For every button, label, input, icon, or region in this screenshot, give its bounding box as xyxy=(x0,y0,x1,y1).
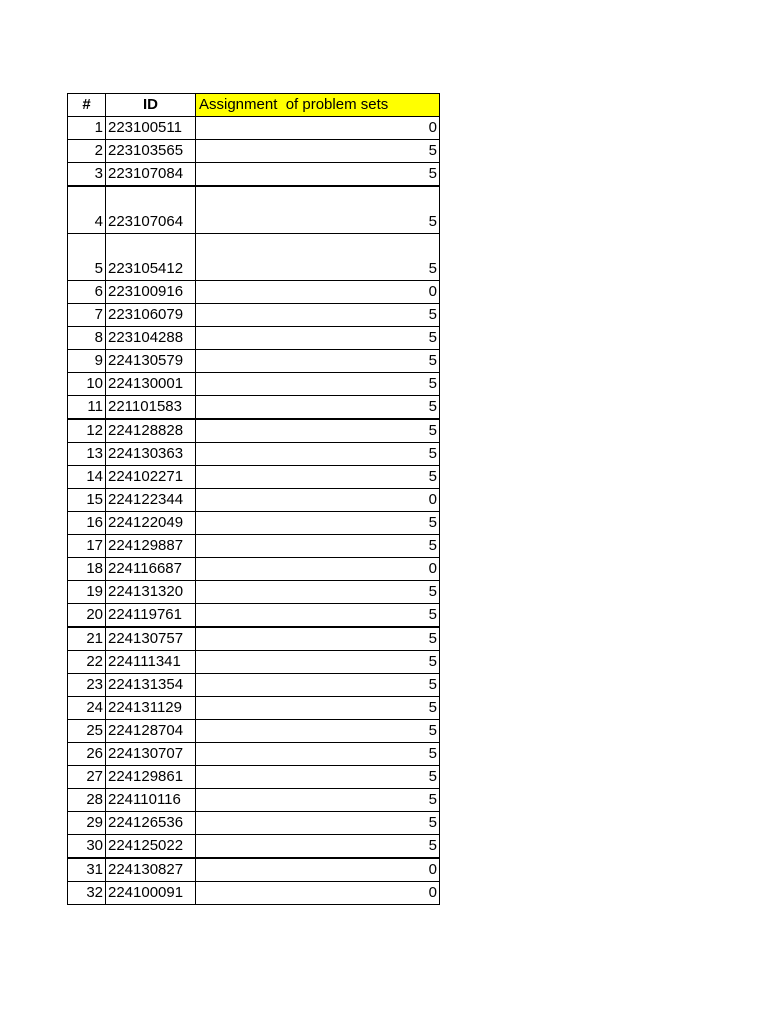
row-score-cell[interactable]: 5 xyxy=(196,627,440,651)
row-number-cell[interactable]: 18 xyxy=(68,558,106,581)
row-number-cell[interactable]: 8 xyxy=(68,327,106,350)
row-score-cell[interactable]: 5 xyxy=(196,443,440,466)
row-score-cell[interactable]: 5 xyxy=(196,304,440,327)
table-row xyxy=(68,720,440,743)
row-score-cell[interactable]: 0 xyxy=(196,281,440,304)
row-number-cell[interactable]: 28 xyxy=(68,789,106,812)
row-number-cell[interactable]: 24 xyxy=(68,697,106,720)
row-number-cell[interactable]: 30 xyxy=(68,835,106,859)
row-number-cell[interactable]: 17 xyxy=(68,535,106,558)
table-row xyxy=(68,396,440,420)
table-row xyxy=(68,581,440,604)
row-number-cell[interactable]: 11 xyxy=(68,396,106,420)
row-score-cell[interactable]: 5 xyxy=(196,720,440,743)
row-number-cell[interactable]: 2 xyxy=(68,140,106,163)
table-row xyxy=(68,835,440,859)
row-score-cell[interactable]: 0 xyxy=(196,558,440,581)
row-number-cell[interactable]: 26 xyxy=(68,743,106,766)
row-id-cell[interactable]: 224130579 xyxy=(106,350,196,373)
row-id-cell[interactable]: 224128704 xyxy=(106,720,196,743)
row-id-cell[interactable]: 224130363 xyxy=(106,443,196,466)
table-row xyxy=(68,674,440,697)
row-id-cell[interactable]: 224116687 xyxy=(106,558,196,581)
table-row xyxy=(68,489,440,512)
table-row xyxy=(68,766,440,789)
table-row xyxy=(68,443,440,466)
row-id-cell[interactable]: 224122049 xyxy=(106,512,196,535)
row-id-cell[interactable]: 224128828 xyxy=(106,419,196,443)
row-score-cell[interactable]: 5 xyxy=(196,604,440,628)
row-id-cell[interactable]: 223106079 xyxy=(106,304,196,327)
table-row xyxy=(68,234,440,281)
header-assignment[interactable]: Assignment of problem sets xyxy=(196,94,440,117)
table-row xyxy=(68,789,440,812)
table-row xyxy=(68,535,440,558)
row-number-cell[interactable]: 22 xyxy=(68,651,106,674)
table-row xyxy=(68,882,440,905)
table-row xyxy=(68,327,440,350)
row-number-cell[interactable]: 25 xyxy=(68,720,106,743)
row-number-cell[interactable]: 6 xyxy=(68,281,106,304)
table-row xyxy=(68,812,440,835)
table-body xyxy=(68,117,440,905)
row-score-cell[interactable]: 0 xyxy=(196,489,440,512)
row-number-cell[interactable]: 32 xyxy=(68,882,106,905)
row-score-cell[interactable]: 5 xyxy=(196,812,440,835)
table-row xyxy=(68,651,440,674)
header-id[interactable]: ID xyxy=(106,94,196,117)
row-id-cell[interactable]: 223104288 xyxy=(106,327,196,350)
row-score-cell[interactable]: 5 xyxy=(196,766,440,789)
row-id-cell[interactable]: 224126536 xyxy=(106,812,196,835)
table-row xyxy=(68,858,440,882)
table-row xyxy=(68,304,440,327)
row-number-cell[interactable]: 20 xyxy=(68,604,106,628)
row-id-cell[interactable]: 223105412 xyxy=(106,234,196,281)
row-score-cell[interactable]: 0 xyxy=(196,117,440,140)
row-number-cell[interactable]: 5 xyxy=(68,234,106,281)
row-id-cell[interactable]: 224110116 xyxy=(106,789,196,812)
table-row xyxy=(68,117,440,140)
row-number-cell[interactable]: 3 xyxy=(68,163,106,187)
row-number-cell[interactable]: 16 xyxy=(68,512,106,535)
row-score-cell[interactable]: 5 xyxy=(196,327,440,350)
row-id-cell[interactable]: 224130827 xyxy=(106,858,196,882)
row-id-cell[interactable]: 224111341 xyxy=(106,651,196,674)
row-number-cell[interactable]: 19 xyxy=(68,581,106,604)
row-number-cell[interactable]: 29 xyxy=(68,812,106,835)
row-id-cell[interactable]: 224130001 xyxy=(106,373,196,396)
row-score-cell[interactable]: 5 xyxy=(196,789,440,812)
row-score-cell[interactable]: 5 xyxy=(196,396,440,420)
row-number-cell[interactable]: 21 xyxy=(68,627,106,651)
row-id-cell[interactable]: 224131320 xyxy=(106,581,196,604)
row-score-cell[interactable]: 5 xyxy=(196,512,440,535)
table-row xyxy=(68,627,440,651)
row-number-cell[interactable]: 9 xyxy=(68,350,106,373)
row-score-cell[interactable]: 5 xyxy=(196,535,440,558)
table-row xyxy=(68,419,440,443)
table-row xyxy=(68,373,440,396)
row-score-cell[interactable]: 5 xyxy=(196,163,440,187)
row-score-cell[interactable]: 5 xyxy=(196,234,440,281)
row-number-cell[interactable]: 13 xyxy=(68,443,106,466)
row-number-cell[interactable]: 23 xyxy=(68,674,106,697)
row-score-cell[interactable]: 5 xyxy=(196,373,440,396)
table-row xyxy=(68,558,440,581)
header-row xyxy=(68,94,440,117)
row-id-cell[interactable]: 221101583 xyxy=(106,396,196,420)
table-row xyxy=(68,743,440,766)
row-score-cell[interactable]: 5 xyxy=(196,581,440,604)
row-number-cell[interactable]: 10 xyxy=(68,373,106,396)
row-score-cell[interactable]: 5 xyxy=(196,743,440,766)
table-row xyxy=(68,186,440,234)
row-score-cell[interactable]: 5 xyxy=(196,186,440,234)
table-row xyxy=(68,512,440,535)
row-id-cell[interactable]: 223107064 xyxy=(106,186,196,234)
row-score-cell[interactable]: 5 xyxy=(196,140,440,163)
row-number-cell[interactable]: 27 xyxy=(68,766,106,789)
row-id-cell[interactable]: 224131354 xyxy=(106,674,196,697)
row-number-cell[interactable]: 31 xyxy=(68,858,106,882)
row-number-cell[interactable]: 15 xyxy=(68,489,106,512)
row-id-cell[interactable]: 224102271 xyxy=(106,466,196,489)
row-score-cell[interactable]: 5 xyxy=(196,674,440,697)
row-id-cell[interactable]: 224130707 xyxy=(106,743,196,766)
table-row xyxy=(68,350,440,373)
row-id-cell[interactable]: 223103565 xyxy=(106,140,196,163)
row-score-cell[interactable]: 5 xyxy=(196,835,440,859)
table-row xyxy=(68,697,440,720)
row-id-cell[interactable]: 223100511 xyxy=(106,117,196,140)
row-id-cell[interactable]: 224131129 xyxy=(106,697,196,720)
row-score-cell[interactable]: 5 xyxy=(196,419,440,443)
row-id-cell[interactable]: 224130757 xyxy=(106,627,196,651)
header-number[interactable]: # xyxy=(68,94,106,117)
row-id-cell[interactable]: 224100091 xyxy=(106,882,196,905)
table-row xyxy=(68,604,440,628)
table-row xyxy=(68,140,440,163)
row-id-cell[interactable]: 224119761 xyxy=(106,604,196,628)
row-score-cell[interactable]: 5 xyxy=(196,350,440,373)
row-id-cell[interactable]: 224125022 xyxy=(106,835,196,859)
row-number-cell[interactable]: 14 xyxy=(68,466,106,489)
row-id-cell[interactable]: 224122344 xyxy=(106,489,196,512)
row-number-cell[interactable]: 7 xyxy=(68,304,106,327)
row-id-cell[interactable]: 223107084 xyxy=(106,163,196,187)
row-score-cell[interactable]: 0 xyxy=(196,858,440,882)
row-id-cell[interactable]: 223100916 xyxy=(106,281,196,304)
table-row xyxy=(68,281,440,304)
row-score-cell[interactable]: 5 xyxy=(196,466,440,489)
row-number-cell[interactable]: 12 xyxy=(68,419,106,443)
row-score-cell[interactable]: 0 xyxy=(196,882,440,905)
table-row xyxy=(68,466,440,489)
row-id-cell[interactable]: 224129887 xyxy=(106,535,196,558)
row-score-cell[interactable]: 5 xyxy=(196,697,440,720)
row-id-cell[interactable]: 224129861 xyxy=(106,766,196,789)
row-number-cell[interactable]: 4 xyxy=(68,186,106,234)
scores-table xyxy=(67,93,440,905)
row-score-cell[interactable]: 5 xyxy=(196,651,440,674)
table-row xyxy=(68,163,440,187)
row-number-cell[interactable]: 1 xyxy=(68,117,106,140)
